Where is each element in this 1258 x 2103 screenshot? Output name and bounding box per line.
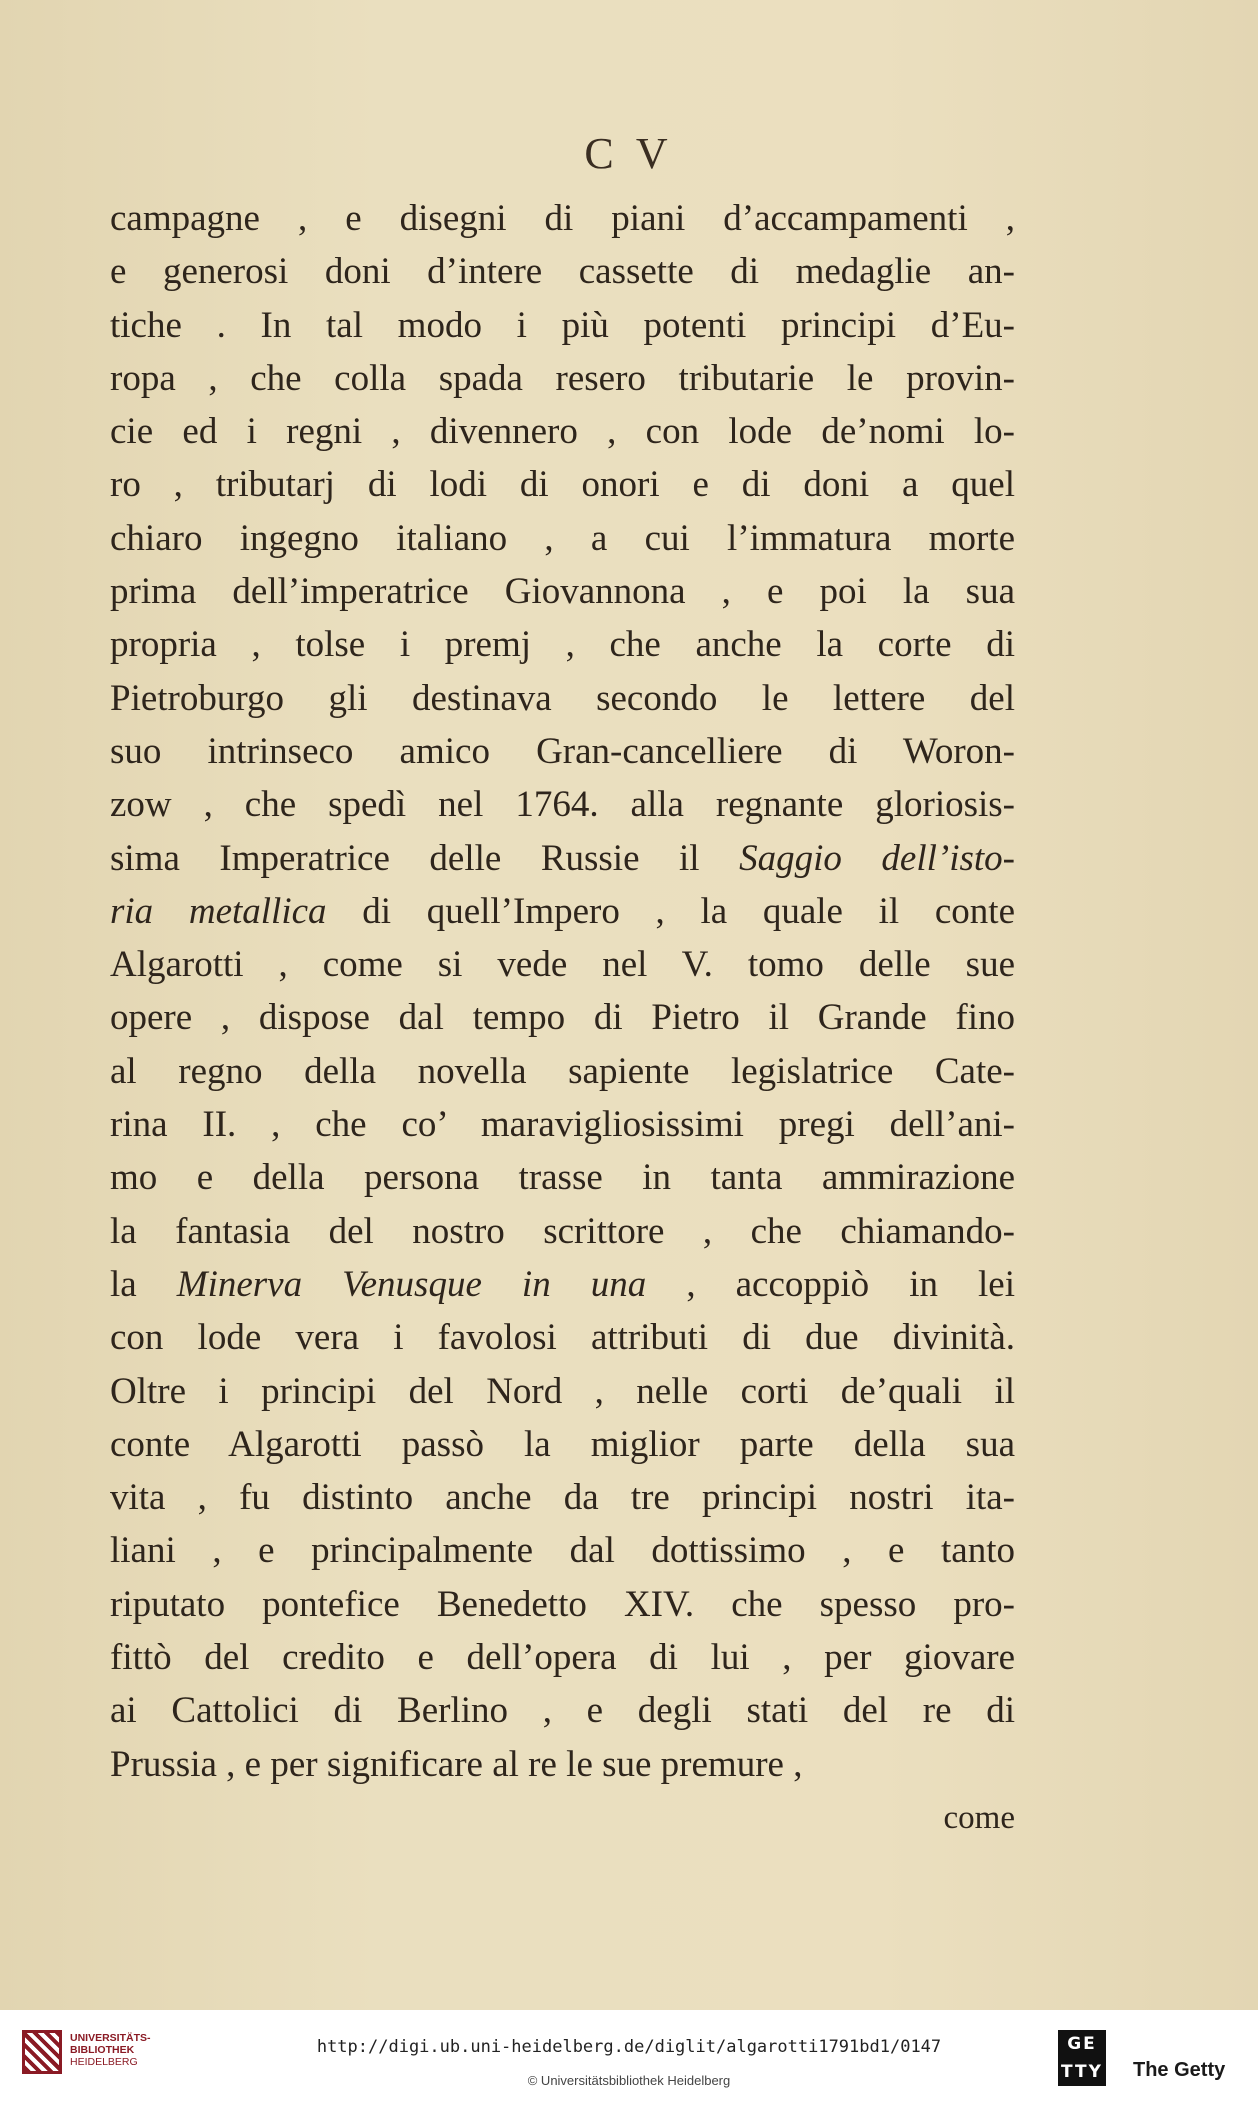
- text-line: cie ed i regni , divennero , con lode de’nomi lo-: [110, 411, 1015, 453]
- text-segment: , accoppiò in lei: [686, 1263, 1016, 1305]
- text-line: fittò del credito e dell’opera di lui , per giovare: [110, 1637, 1015, 1679]
- university-name-line: HEIDELBERG: [70, 2056, 138, 2068]
- text-line: al regno della novella sapiente legislatrice Cate-: [110, 1050, 1015, 1092]
- text-line: vita , fu distinto anche da tre principi nostri ita-: [110, 1477, 1015, 1519]
- text-line: chiaro ingegno italiano , a cui l’immatura morte: [110, 517, 1015, 559]
- text-segment: di quell’Impero , la quale il conte: [362, 890, 1015, 932]
- source-url-link[interactable]: http://digi.ub.uni-heidelberg.de/diglit/algarotti1791bd1/0147: [316, 2037, 942, 2057]
- text-line: con lode vera i favolosi attributi di due divinità.: [110, 1317, 1015, 1359]
- text-line: opere , dispose dal tempo di Pietro il Grande fino: [110, 997, 1015, 1039]
- text-line: ai Cattolici di Berlino , e degli stati del re di: [110, 1690, 1015, 1732]
- text-line: prima dell’imperatrice Giovannona , e poi la sua: [110, 571, 1015, 613]
- text-line: [110, 885, 1015, 938]
- italic-quote: Minerva Venusque in una: [176, 1263, 647, 1305]
- text-line: propria , tolse i premj , che anche la corte di: [110, 624, 1015, 666]
- text-segment: la: [110, 1263, 137, 1305]
- getty-logo-icon: GE TTY: [1058, 2030, 1106, 2086]
- text-line: ro , tributarj di lodi di onori e di doni a quel: [110, 464, 1015, 506]
- text-line: la fantasia del nostro scrittore , che chiamando-: [110, 1210, 1015, 1252]
- text-line: [110, 832, 1015, 885]
- text-line: Pietroburgo gli destinava secondo le lettere del: [110, 677, 1015, 719]
- text-line: [110, 1258, 1015, 1311]
- text-line: ropa , che colla spada resero tributarie le provin-: [110, 357, 1015, 399]
- italic-title: Saggio dell’isto-: [739, 837, 1015, 879]
- university-name-line: UNIVERSITÄTS-: [70, 2032, 151, 2044]
- text-line: riputato pontefice Benedetto XIV. che spesso pro-: [110, 1583, 1015, 1625]
- text-segment: sima Imperatrice delle Russie il: [110, 837, 700, 879]
- text-line: suo intrinseco amico Gran-cancelliere di Woron-: [110, 730, 1015, 772]
- text-line: conte Algarotti passò la miglior parte della sua: [110, 1423, 1015, 1465]
- italic-title: ria metallica: [110, 890, 327, 932]
- text-line: campagne , e disegni di piani d’accampamenti ,: [110, 198, 1015, 239]
- page-header: C V: [584, 129, 674, 178]
- catchword: come: [943, 1800, 1015, 1836]
- copyright-notice: © Universitätsbibliothek Heidelberg: [527, 2073, 731, 2088]
- text-line: zow , che spedì nel 1764. alla regnante gloriosis-: [110, 784, 1015, 826]
- university-name-line: BIBLIOTHEK: [70, 2044, 135, 2056]
- text-line: liani , e principalmente dal dottissimo , e tanto: [110, 1530, 1015, 1572]
- text-line: e generosi doni d’intere cassette di medaglie an-: [110, 251, 1015, 293]
- body-text: [110, 192, 1015, 1791]
- text-line: tiche . In tal modo i più potenti principi d’Eu-: [110, 304, 1015, 346]
- text-line: Algarotti , come si vede nel V. tomo delle sue: [110, 944, 1015, 986]
- getty-name: The Getty: [1133, 2059, 1226, 2081]
- text-line: mo e della persona trasse in tanta ammirazione: [110, 1157, 1015, 1199]
- text-line: Prussia , e per significare al re le sue premure ,: [110, 1743, 803, 1785]
- text-line: Oltre i principi del Nord , nelle corti de’quali il: [110, 1370, 1015, 1412]
- text-line: rina II. , che co’ maravigliosissimi pregi dell’ani-: [110, 1104, 1015, 1146]
